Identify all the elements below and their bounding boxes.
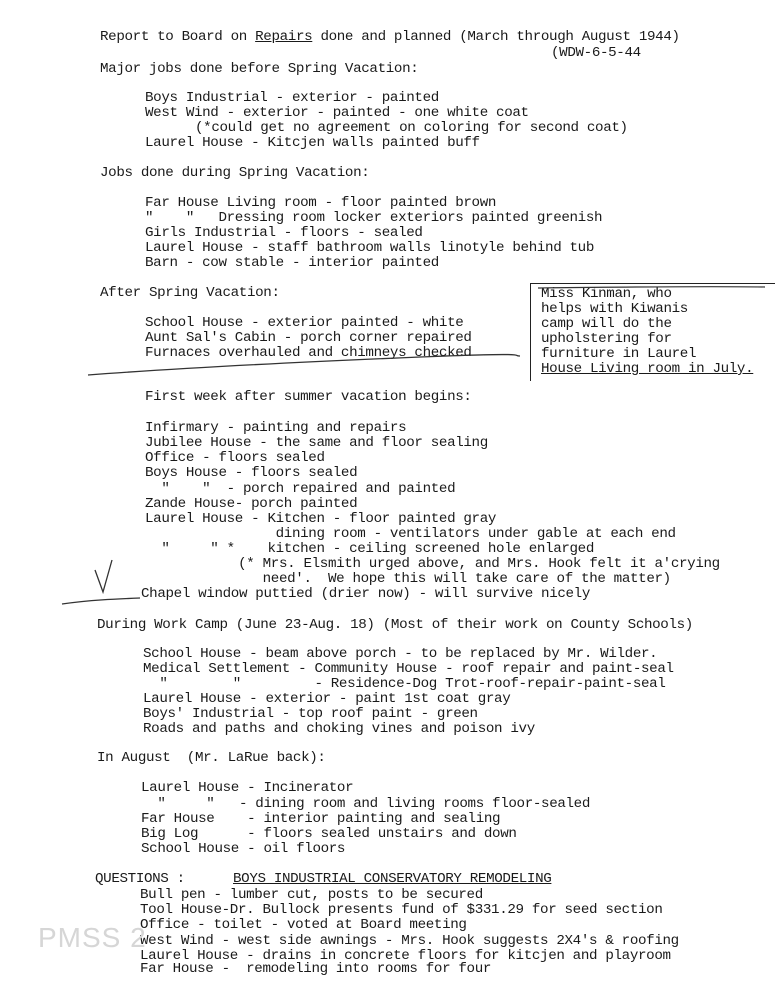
archive-watermark: PMSS 2 [38, 922, 147, 953]
section-heading-major: Major jobs done before Spring Vacation: [100, 61, 419, 77]
questions-label: QUESTIONS : [95, 871, 185, 887]
august-line-2: " " - dining room and living rooms floor-sealed [141, 796, 591, 812]
first-week-line-11: need'. We hope this will take care of the matter) [181, 571, 671, 587]
section-heading-first-week: First week after summer vacation begins: [145, 389, 472, 405]
after-spring-line-2: Aunt Sal's Cabin - porch corner repaired [145, 330, 472, 346]
note-line-3: camp will do the [541, 316, 672, 332]
report-reference: (WDW-6-5-44 [551, 45, 641, 61]
august-line-5: School House - oil floors [141, 841, 346, 857]
august-line-1: Laurel House - Incinerator [141, 780, 354, 796]
note-line-5: furniture in Laurel [541, 346, 697, 362]
section-heading-after-spring: After Spring Vacation: [100, 285, 280, 301]
questions-line-3: Office - toilet - voted at Board meeting [140, 917, 467, 933]
work-camp-line-5: Boys' Industrial - top roof paint - green [143, 706, 478, 722]
section-heading-august: In August (Mr. LaRue back): [97, 750, 326, 766]
title-suffix: done and planned (March through August 1944) [312, 29, 680, 45]
note-line-1: Miss Kinman, who [541, 286, 672, 302]
title-prefix: Report to Board on [100, 29, 256, 45]
spring-line-1: Far House Living room - floor painted brown [145, 195, 497, 211]
note-line-4: upholstering for [541, 331, 672, 347]
check-mark-icon [95, 560, 112, 592]
after-spring-line-1: School House - exterior painted - white [145, 315, 464, 331]
questions-line-6: Far House - remodeling into rooms for four [140, 961, 492, 977]
after-spring-line-3: Furnaces overhauled and chimneys checked [145, 345, 472, 361]
august-line-4: Big Log - floors sealed unstairs and down [141, 826, 517, 842]
first-week-line-5: " " - porch repaired and painted [145, 481, 456, 497]
section-heading-during-spring: Jobs done during Spring Vacation: [100, 165, 370, 181]
spring-line-4: Laurel House - staff bathroom walls linotyle behind tub [145, 240, 595, 256]
note-line-2: helps with Kiwanis [541, 301, 688, 317]
work-camp-line-6: Roads and paths and choking vines and poison ivy [143, 721, 535, 737]
august-line-3: Far House - interior painting and sealing [141, 811, 501, 827]
pencil-underline-stroke [88, 354, 520, 375]
first-week-line-8: dining room - ventilators under gable at each end [145, 526, 676, 542]
note-line-6: House Living room in July. [541, 361, 754, 377]
pencil-line-stroke [62, 598, 140, 604]
major-line-2: West Wind - exterior - painted - one white coat [145, 105, 529, 121]
box-top-stroke [538, 287, 765, 288]
spring-line-5: Barn - cow stable - interior painted [145, 255, 439, 271]
questions-line-5: Laurel House - drains in concrete floors for kitcjen and playroom [140, 948, 671, 964]
work-camp-line-3: " " - Residence-Dog Trot-roof-repair-paint-seal [143, 676, 666, 692]
first-week-line-7: Laurel House - Kitchen - floor painted gray [145, 511, 497, 527]
first-week-line-3: Office - floors sealed [145, 450, 325, 466]
major-line-1: Boys Industrial - exterior - painted [145, 90, 439, 106]
questions-line-2: Tool House-Dr. Bullock presents fund of $331.29 for seed section [140, 902, 663, 918]
work-camp-line-4: Laurel House - exterior - paint 1st coat gray [143, 691, 511, 707]
work-camp-line-2: Medical Settlement - Community House - roof repair and paint-seal [143, 661, 674, 677]
questions-title: BOYS INDUSTRIAL CONSERVATORY REMODELING [233, 871, 552, 887]
first-week-line-9: " " * kitchen - ceiling screened hole enlarged [145, 541, 595, 557]
major-line-3: (*could get no agreement on coloring for second coat) [195, 120, 628, 136]
spring-line-3: Girls Industrial - floors - sealed [145, 225, 423, 241]
questions-line-4: West Wind - west side awnings - Mrs. Hook suggests 2X4's & roofing [140, 933, 679, 949]
title-underlined-word: Repairs [255, 29, 313, 45]
first-week-line-2: Jubilee House - the same and floor sealing [145, 435, 488, 451]
spring-line-2: " " Dressing room locker exteriors painted greenish [145, 210, 603, 226]
first-week-line-4: Boys House - floors sealed [145, 465, 358, 481]
first-week-line-12: Chapel window puttied (drier now) - will survive nicely [141, 586, 591, 602]
first-week-line-10: (* Mrs. Elsmith urged above, and Mrs. Hook felt it a'crying [181, 556, 720, 572]
major-line-4: Laurel House - Kitcjen walls painted buff [145, 135, 480, 151]
section-heading-work-camp: During Work Camp (June 23-Aug. 18) (Most of their work on County Schools) [97, 617, 693, 633]
work-camp-line-1: School House - beam above porch - to be replaced by Mr. Wilder. [143, 646, 658, 662]
questions-line-1: Bull pen - lumber cut, posts to be secured [140, 887, 483, 903]
first-week-line-1: Infirmary - painting and repairs [145, 420, 407, 436]
first-week-line-6: Zande House- porch painted [145, 496, 358, 512]
